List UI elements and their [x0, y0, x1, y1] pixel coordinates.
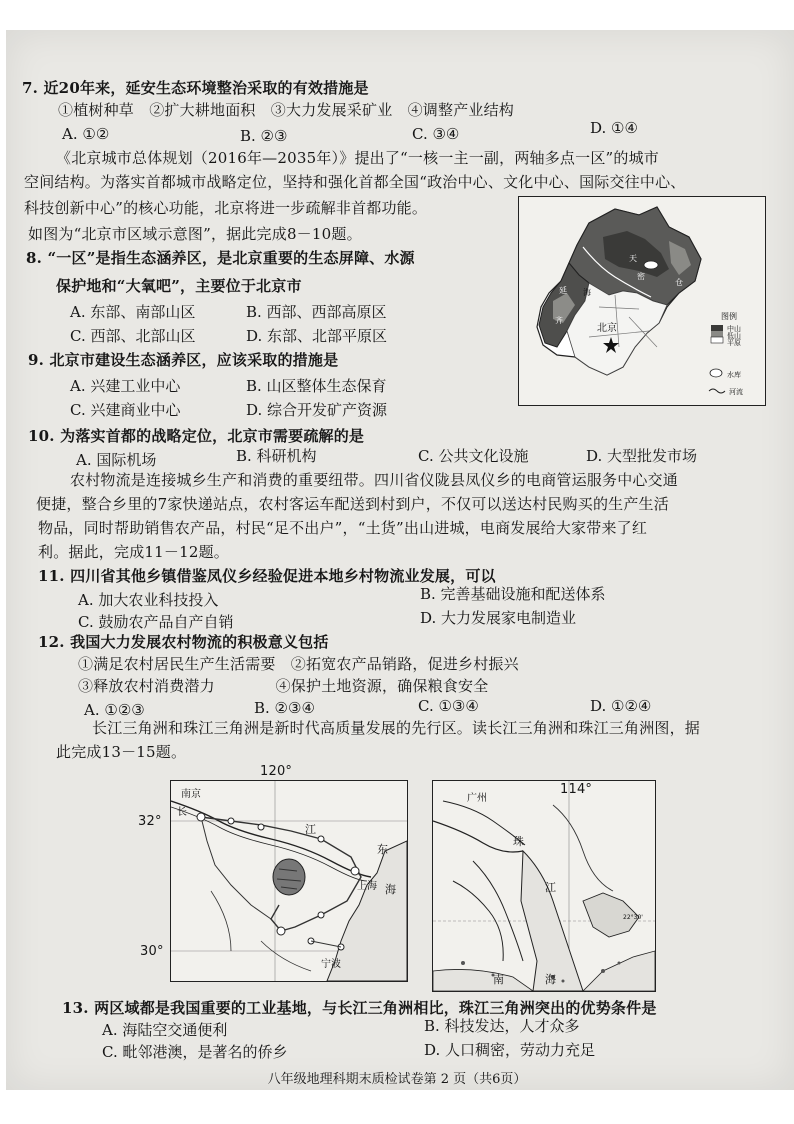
- legend-swatch-1: [711, 325, 723, 331]
- q8-stem-line1: 8. “一区”是指生态涵养区，是北京重要的生态屏障、水源: [26, 249, 415, 267]
- q12-option-a: A. ①②③: [84, 701, 145, 719]
- yangtze-latitude-30: 30°: [140, 944, 164, 959]
- q13-option-c: C. 毗邻港澳，是著名的侨乡: [102, 1043, 288, 1061]
- beijing-region-map: [518, 196, 766, 406]
- beijing-map-graphic: [519, 197, 765, 405]
- q10-option-a: A. 国际机场: [76, 451, 157, 469]
- label-hai: 海: [583, 288, 591, 297]
- pearl-map-graphic: [433, 781, 655, 991]
- q8-option-d: D. 东部、北部平原区: [246, 327, 388, 345]
- q9-option-a: A. 兴建工业中心: [70, 377, 181, 395]
- passage2-line1: 农村物流是连接城乡生产和消费的重要纽带。四川省仪陇县凤仪乡的电商管运服务中心交通: [70, 471, 679, 489]
- q11-option-a: A. 加大农业科技投入: [78, 591, 219, 609]
- label-mi: 密: [637, 272, 645, 281]
- river-icon: [709, 389, 725, 393]
- page-footer: 八年级地理科期末质检试卷第 2 页（共6页）: [267, 1072, 527, 1087]
- q11-option-c: C. 鼓励农产品自产自销: [78, 613, 234, 631]
- q9-option-b: B. 山区整体生态保育: [246, 377, 387, 395]
- label-chang: 长: [177, 807, 187, 818]
- yangtze-latitude-32: 32°: [138, 814, 162, 829]
- passage2-line2: 便捷，整合乡里的7家快递站点，农村客运车配送到村到户，不仅可以送达村民购买的生产生活: [36, 495, 669, 513]
- passage1-line3: 科技创新中心”的核心功能，北京将进一步疏解非首都功能。: [24, 199, 428, 217]
- pearl-delta-map: [432, 780, 656, 992]
- q12-option-c: C. ①③④: [418, 697, 479, 715]
- label-ya: 延: [559, 286, 567, 295]
- label-cang: 仓: [675, 278, 683, 287]
- legend-river: 河流: [729, 388, 743, 396]
- q7-stem: 7. 近20年来，延安生态环境整治采取的有效措施是: [22, 79, 369, 97]
- passage2-line4: 利。据此，完成11－12题。: [38, 543, 229, 561]
- reservoir-icon: [710, 369, 722, 377]
- legend-label-2: 低山: [727, 332, 741, 340]
- q13-stem: 13. 两区域都是我国重要的工业基地，与长江三角洲相比，珠江三角洲突出的优势条件是: [62, 999, 657, 1017]
- q11-option-b: B. 完善基础设施和配送体系: [420, 585, 606, 603]
- passage3-line2: 此完成13－15题。: [56, 743, 187, 761]
- q7-option-c: C. ③④: [412, 125, 460, 143]
- q7-items: ①植树种草 ②扩大耕地面积 ③大力发展采矿业 ④调整产业结构: [58, 101, 515, 119]
- pearl-longitude-label: 114°: [560, 782, 593, 797]
- label-zhu: 珠: [513, 835, 524, 848]
- legend-swatch-2: [711, 331, 723, 337]
- label-hai: 海: [385, 883, 396, 896]
- passage2-line3: 物品，同时帮助销售农产品，村民“足不出户”，“土货”出山进城，电商发展给大家带来了红: [38, 519, 648, 537]
- legend-title: 图例: [721, 312, 737, 321]
- label-guangzhou: 广州: [467, 793, 487, 804]
- label-dong: 东: [377, 843, 388, 856]
- q10-stem: 10. 为落实首都的战略定位，北京市需要疏解的是: [28, 427, 365, 445]
- legend-label-3: 平原: [727, 339, 741, 347]
- label-shanghai: 上海: [357, 881, 377, 892]
- yangtze-delta-map: [170, 780, 408, 982]
- q12-option-d: D. ①②④: [590, 697, 652, 715]
- label-jiang: 江: [305, 823, 316, 836]
- passage1-line1: 《北京城市总体规划（2016年—2035年）》提出了“一核一主一副，两轴多点一区”的城市: [56, 149, 659, 167]
- q8-stem-line2: 保护地和“大氧吧”，主要位于北京市: [56, 277, 302, 295]
- q9-stem: 9. 北京市建设生态涵养区，应该采取的措施是: [28, 351, 339, 369]
- q12-items-line1: ①满足农村居民生产生活需要 ②拓宽农产品销路，促进乡村振兴: [78, 655, 519, 673]
- yangtze-map-graphic: [171, 781, 407, 981]
- q7-option-b: B. ②③: [240, 127, 288, 145]
- label-hai: 海: [545, 973, 556, 986]
- q8-option-a: A. 东部、南部山区: [70, 303, 196, 321]
- legend-label-1: 中山: [727, 325, 741, 333]
- yangtze-longitude-label: 120°: [260, 764, 293, 779]
- label-nan: 南: [493, 973, 504, 986]
- q13-option-b: B. 科技发达，人才众多: [424, 1017, 580, 1035]
- q13-option-d: D. 人口稠密，劳动力充足: [424, 1041, 596, 1059]
- q8-option-b: B. 西部、西部高原区: [246, 303, 387, 321]
- label-jiang: 江: [545, 881, 556, 894]
- q10-option-c: C. 公共文化设施: [418, 447, 529, 465]
- q11-stem: 11. 四川省其他乡镇借鉴凤仪乡经验促进本地乡村物流业发展，可以: [38, 567, 496, 585]
- q12-stem: 12. 我国大力发展农村物流的积极意义包括: [38, 633, 329, 651]
- q12-option-b: B. ②③④: [254, 699, 315, 717]
- q12-items-line2: ③释放农村消费潜力 ④保护土地资源，确保粮食安全: [78, 677, 489, 695]
- label-lat: 22°30': [623, 914, 643, 921]
- label-tian: 天: [629, 254, 637, 263]
- legend-swatch-3: [711, 337, 723, 343]
- beijing-city-label: 北京: [597, 323, 617, 334]
- q10-option-b: B. 科研机构: [236, 447, 317, 465]
- passage3-line1: 长江三角洲和珠江三角洲是新时代高质量发展的先行区。读长江三角洲和珠江三角洲图，据: [92, 719, 701, 737]
- legend-reservoir: 水库: [727, 371, 741, 379]
- q9-option-c: C. 兴建商业中心: [70, 401, 181, 419]
- q9-option-d: D. 综合开发矿产资源: [246, 401, 388, 419]
- q7-option-a: A. ①②: [62, 125, 110, 143]
- q8-option-c: C. 西部、北部山区: [70, 327, 196, 345]
- q10-option-d: D. 大型批发市场: [586, 447, 698, 465]
- passage1-line2: 空间结构。为落实首都城市战略定位，坚持和强化首都全国“政治中心、文化中心、国际交往中心、: [24, 173, 686, 191]
- q11-option-d: D. 大力发展家电制造业: [420, 609, 577, 627]
- label-ningbo: 宁波: [321, 959, 341, 970]
- q7-option-d: D. ①④: [590, 119, 638, 137]
- passage1-line4: 如图为“北京市区域示意图”，据此完成8－10题。: [28, 225, 362, 243]
- label-qi: 齐: [555, 316, 563, 325]
- label-nanjing: 南京: [181, 789, 201, 800]
- q13-option-a: A. 海陆空交通便利: [102, 1021, 228, 1039]
